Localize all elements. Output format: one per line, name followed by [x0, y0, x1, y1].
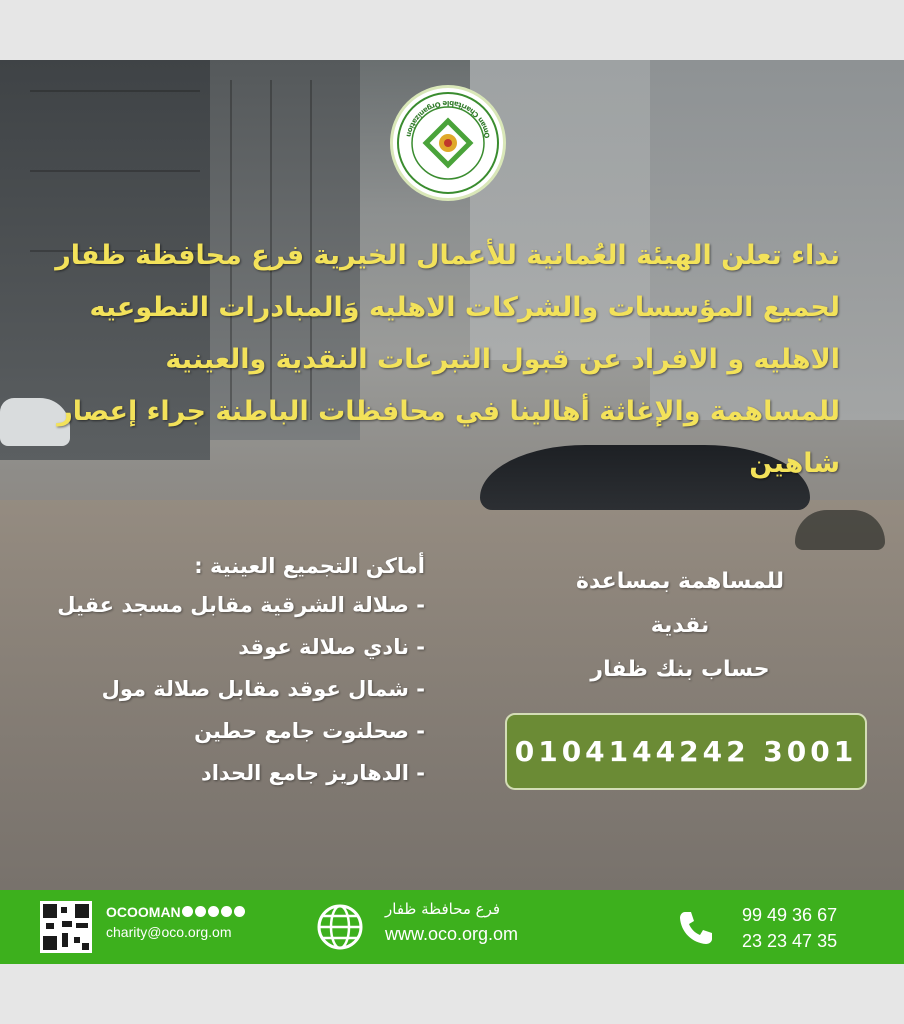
donation-bank: حساب بنك ظفار: [590, 657, 770, 682]
logo-emblem-icon: [423, 118, 474, 169]
globe-icon: [316, 903, 364, 951]
list-item: - صحلنوت جامع حطين: [194, 719, 425, 743]
oco-logo: [390, 85, 506, 201]
branch-label: فرع محافظة ظفار: [385, 900, 501, 918]
website-link[interactable]: www.oco.org.om: [385, 924, 519, 944]
footer-bar: [0, 890, 904, 964]
logo-ring-svg: [393, 88, 503, 198]
collection-list: [40, 584, 425, 794]
twitter-icon[interactable]: [221, 906, 232, 917]
donation-line: نقدية: [650, 613, 710, 638]
facebook-icon[interactable]: [182, 906, 193, 917]
youtube-icon[interactable]: [234, 906, 245, 917]
phone-number[interactable]: 23 23 47 35: [742, 931, 838, 951]
list-item: - الدهاريز جامع الحداد: [200, 761, 425, 785]
list-item: - صلالة الشرقية مقابل مسجد عقيل: [57, 593, 425, 617]
window-line: [30, 90, 200, 92]
phone-numbers: [742, 902, 837, 954]
collection-title: أماكن التجميع العينية :: [194, 554, 425, 578]
window-line: [30, 170, 200, 172]
donation-line: للمساهمة بمساعدة: [575, 569, 785, 594]
bottom-margin: [0, 964, 904, 1024]
debris: [795, 510, 885, 550]
cash-donation: [520, 560, 840, 692]
social-icons: [182, 906, 245, 917]
phone-number[interactable]: 99 49 36 67: [742, 905, 838, 925]
collection-points: [40, 548, 425, 794]
account-number: 0104144242 3001: [505, 713, 867, 790]
list-item: - شمال عوقد مقابل صلالة مول: [101, 677, 425, 701]
instagram-icon[interactable]: [195, 906, 206, 917]
phone-icon: [676, 908, 716, 948]
snapchat-icon[interactable]: [208, 906, 219, 917]
appeal-headline: نداء تعلن الهيئة العُمانية للأعمال الخيرية فرع محافظة ظفار لجميع المؤسسات والشركات الاهليه وَالمبادرات التطوعيه الاهليه و الافراد عن قبول التبرعات النقدية والعينية للمساهمة والإغاثة أهالينا في محافظات الباطنة جراء إعصار شاهين: [55, 240, 840, 479]
email-link[interactable]: charity@oco.org.om: [106, 924, 232, 940]
logo-ring-text: Oman Charitable Organization: [404, 98, 492, 139]
top-margin: [0, 0, 904, 60]
list-item: - نادي صلالة عوقد: [238, 635, 425, 659]
qr-code-icon: [40, 901, 92, 953]
social-handle[interactable]: OCOOMAN: [106, 904, 181, 920]
